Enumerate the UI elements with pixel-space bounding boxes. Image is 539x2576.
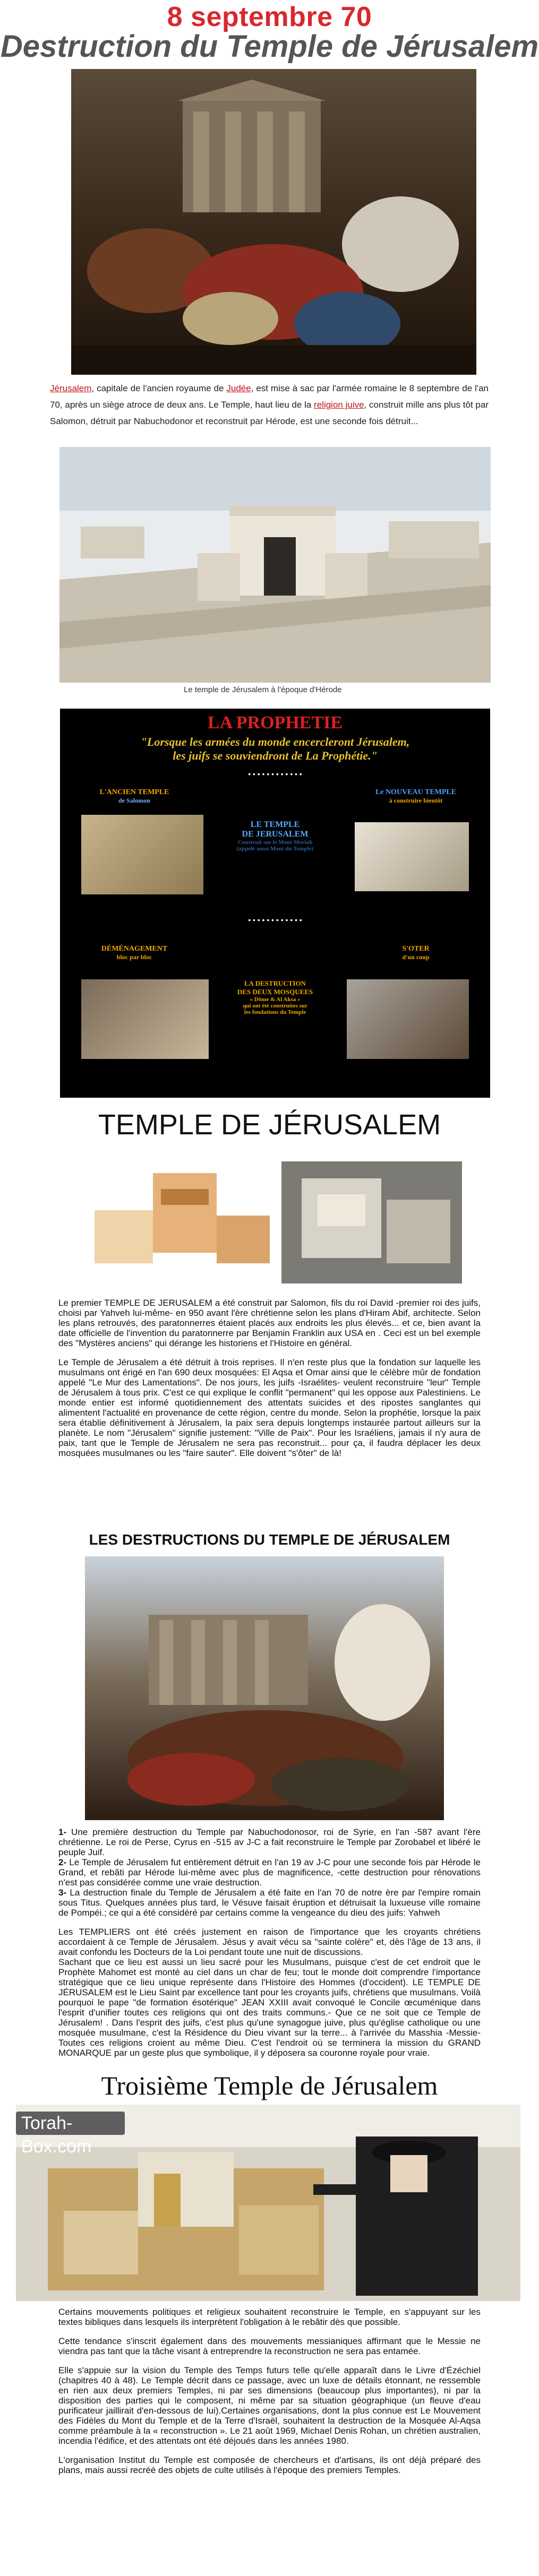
section1-p1: Le premier TEMPLE DE JERUSALEM a été construit par Salomon, fils du roi David -premier roi des juifs, choisi par Yahveh lui-même- en 950 avant l'ère chrétienne selon les plans d'Hiram Abif, architecte. Selon les plans retrouvés, des paratonnerres étaient placés aux endroits les plus élevés... et ce, bien avant la date officielle de l'invention du paratonnerre par Benjamin Franklin aux USA en . Ceci est un bel exemple des "Mystères anciens" qui dérange les historiens et l'Histoire en général. [58,1298,481,1348]
destruction-painting [85,1556,444,1820]
section-troisieme-title: Troisième Temple de Jérusalem [101,2071,438,2100]
section3-p2: Cette tendance s'inscrit également dans des mouvements messianiques affirmant que le Messie ne viendra pas tant que la tâche visant à entreprendre la reconstruction ne sera pas entamée. [58,2336,481,2356]
section3-p4: L'organisation Institut du Temple est composée de chercheurs et d'artisans, ils ont déjà préparé des plans, mais aussi recréé des objets de culte utilisés à l'époque des premiers Temples. [58,2455,481,2475]
destruction-mosquees-label [219,979,331,1015]
prophecy-panel [60,709,490,1098]
nouveau-line2: à construire bientôt [389,797,443,804]
destruction-3-num: 3- [58,1888,67,1898]
intro-text-1: , capitale de l'ancien royaume de [91,383,227,393]
templiers-paragraph: Les TEMPLIERS ont été créés justement en raison de l'importance que les croyants chrétiens accordaient à ce Temple de Jérusalem. Jésus y avait vécu sa "sainte colère" et, dès l'âge de 13 ans, il avait confondu les Docteurs de la Loi pendant toute une nuit de discussions. [58,1927,481,1957]
temple-model-image [59,447,491,683]
prophecy-dots-mid: • • • • • • • • • • • • [248,916,302,924]
link-jerusalem[interactable]: Jérusalem [50,383,92,393]
demenagement-line1: DÉMÉNAGEMENT [101,945,168,953]
ancien-temple-image [81,815,203,894]
intro-paragraph [50,380,489,429]
prophecy-heading: LA PROPHETIE [207,713,343,733]
painting-svg [71,69,476,375]
nouveau-temple-label [363,788,469,805]
intro-text-3: , construit mille ans plus tôt par Salomon, détruit par Nabuchodonor et reconstruit par Hérode, est une seconde fois détruit... [50,400,489,426]
temple-model-svg [59,447,491,683]
ancien-line1: L'ANCIEN TEMPLE [99,788,169,796]
prophecy-quote-2: les juifs se souviendront de La Prophétie." [173,749,378,762]
demenagement-image [81,979,209,1059]
ancien-line2: de Salomon [118,797,150,804]
model-caption: Le temple de Jérusalem à l'époque d'Hérode [184,685,342,694]
soter-label [363,945,469,961]
section1-body [58,1298,481,1467]
destruction-line2: DES DEUX MOSQUEES [237,988,313,996]
middle-line2: DE JERUSALEM [242,830,309,839]
prophecy-quote-1: "Lorsque les armées du monde encercleront Jérusalem, [140,735,410,748]
torah-box-watermark: Torah-Box.com [16,2112,125,2135]
destruction-2-text: Le Temple de Jérusalem fut entièrement détruit en l'an 19 av J-C pour une seconde fois par Hérode le Grand, et rebâti par Hérode lui-même avec plus de magnificence, -cette destruction pour rénovations n'est pas considérée comme une vraie destruction. [58,1857,481,1888]
destruction-2 [58,1857,481,1888]
page-title: Destruction du Temple de Jérusalem [0,29,539,64]
destruction-painting-svg [85,1556,444,1820]
link-religion-juive[interactable]: religion juive [314,400,364,410]
ancien-temple-label [81,788,187,805]
soter-line2: d'un coup [402,953,430,961]
destruction-line3: « Dôme & Al Aksa » [250,996,301,1003]
destruction-line5: les fondations du Temple [244,1009,306,1015]
nouveau-line1: Le NOUVEAU TEMPLE [375,788,457,796]
temple-models-image [73,1157,466,1287]
section1-p2: Le Temple de Jérusalem a été détruit à trois reprises. Il n'en reste plus que la fondation sur laquelle les musulmans ont érigé en l'an 690 deux mosquées: El Aqsa et Omar ainsi que le célèbre mûr de fondation appelé "Le Mur des Lamentations". De nos jours, les juifs -Israélites- veulent reconstruire "leur" Temple de Jérusalem à tous prix. C'est ce qui explique le conflit "permanent" qui les oppose aux Palestiniens. Le monde entier est informé quotidiennement des attentats suicides et des ripostes sanglantes qui alimentent l'actualité en provenance de cette région, centre du monde. Selon la prophétie, lorsque la paix sera établie définitivement à Jérusalem, la paix sera depuis longtemps instaurée partout ailleurs sur la planète. Le nom "Jérusalem" signifie justement: "Ville de Paix". Pour les Israéliens, jamais il n'y aura de paix, tant que le Temple de Jérusalem ne sera pas reconstruit... pour ça, il faudra déplacer les deux mosquées musulmanes ou les "faire sauter". Elle doivent "s'ôter" de là! [58,1357,481,1458]
demenagement-line2: bloc par bloc [116,953,152,961]
section-destructions-title: LES DESTRUCTIONS DU TEMPLE DE JÉRUSALEM [89,1531,450,1548]
prophecy-dots-top: • • • • • • • • • • • • [248,770,302,778]
musulmans-paragraph: Sachant que ce lieu est aussi un lieu sacré pour les Musulmans, puisque c'est de cet endroit que le Prophète Mahomet est monté au ciel dans un char de feu; tout le monde doit comprendre l'importance stratégique que ce lieu unique représente dans l'Histoire des Hommes (d'occident). LE TEMPLE DE JÉRUSALEM est le Lieu Saint par excellence tant pour les croyants juifs, chrétiens que musulmans. Voilà pourquoi le pape "de formation ésotérique" JEAN XXIII avait convoqué le Concile œcuménique dans l'esprit d'unifier toutes ces religions qui ont des traits communs.- Que ce ne soit que ce Temple de Jérusalem! . Dans l'esprit des juifs, c'est plus qu'une synagogue juive, plus qu'église catholique ou une mosquée musulmane, c'est la Résidence du Dieu vivant sur la terre... à l'arrivée du Masshia -Messie- Toutes ces religions croient au même Dieu. C'est l'endroit où se terminera la mission du GRAND MONARQUE par un geste plus que symbolique, il y déposera sa couronne royale pour vraie. [58,1957,481,2058]
destruction-2-num: 2- [58,1857,67,1867]
destruction-1-num: 1- [58,1827,67,1837]
page-date: 8 septembre 70 [167,2,372,32]
middle-line3: Construit sur le Mont Moriah [237,839,313,846]
destruction-1 [58,1827,481,1857]
temple-jerusalem-center [214,820,336,852]
middle-line4: (appelé aussi Mont du Temple) [236,846,314,852]
nouveau-temple-image [355,822,469,891]
destruction-line4: qui ont été construites sur [243,1003,307,1009]
destruction-3-text: La destruction finale du Temple de Jérusalem a été faite en l'an 70 de notre ère par l'empire romain sous Titus. Quelques années plus tard, le Vésuve faisait éruption et détruisait la luxueuse ville romaine de Pompéi.; ce qui a été considéré par certains comme la vengeance du dieu des juifs: Yahweh [58,1888,481,1918]
link-judee[interactable]: Judée [226,383,251,393]
section3-body [58,2307,481,2484]
explosion-image [347,979,469,1059]
section2-body [58,1827,481,2058]
destruction-3 [58,1888,481,1918]
section3-p1: Certains mouvements politiques et religieux souhaitent reconstruire le Temple, en s'appuyant sur les textes bibliques dans lesquels ils interprètent l'obligation à le rebâtir dès que possible. [58,2307,481,2327]
section-temple-title: TEMPLE DE JÉRUSALEM [98,1109,441,1141]
soter-line1: S'OTER [402,945,430,953]
middle-line1: LE TEMPLE [250,820,300,829]
painting-image [71,69,476,375]
temple-models-svg [73,1157,466,1287]
demenagement-label [81,945,187,961]
destruction-1-text: Une première destruction du Temple par Nabuchodonosor, roi de Syrie, en l'an -587 avant l'ère chrétienne. Le roi de Perse, Cyrus en -515 av J-C a fait reconstruire le Temple par Zorobabel et libéré le peuple Juif. [58,1827,481,1857]
intro-text-2: , est mise à sac par l'armée romaine le 8 septembre de l'an 70, après un siège atroce de deux ans. Le Temple, haut lieu de la [50,383,489,410]
destruction-line1: LA DESTRUCTION [244,979,306,987]
section3-p3: Elle s'appuie sur la vision du Temple des Temps futurs telle qu'elle apparaît dans le Livre d'Ézéchiel (chapitres 40 à 48). Le Temple décrit dans ce passage, avec un luxe de détails étonnant, ne ressemble en rien aux deux premiers Temples, ni par ses dimensions (beaucoup plus importantes), ni par la disposition des parties qui le composent, ni même par sa situation géographique (un fleuve d'eau purificateur jaillirait d'en-dessous de lui).Certaines organisations, dont la plus connue est Le Mouvement des Fidèles du Mont du Temple et de la Terre d'Israël, souhaitent la destruction de la Mosquée Al-Aqsa comme préambule à la « reconstruction ». Le 21 août 1969, Michael Denis Rohan, un chrétien australien, incendia l'édifice, et des attentats ont été déjoués dans les années 1980. [58,2365,481,2446]
